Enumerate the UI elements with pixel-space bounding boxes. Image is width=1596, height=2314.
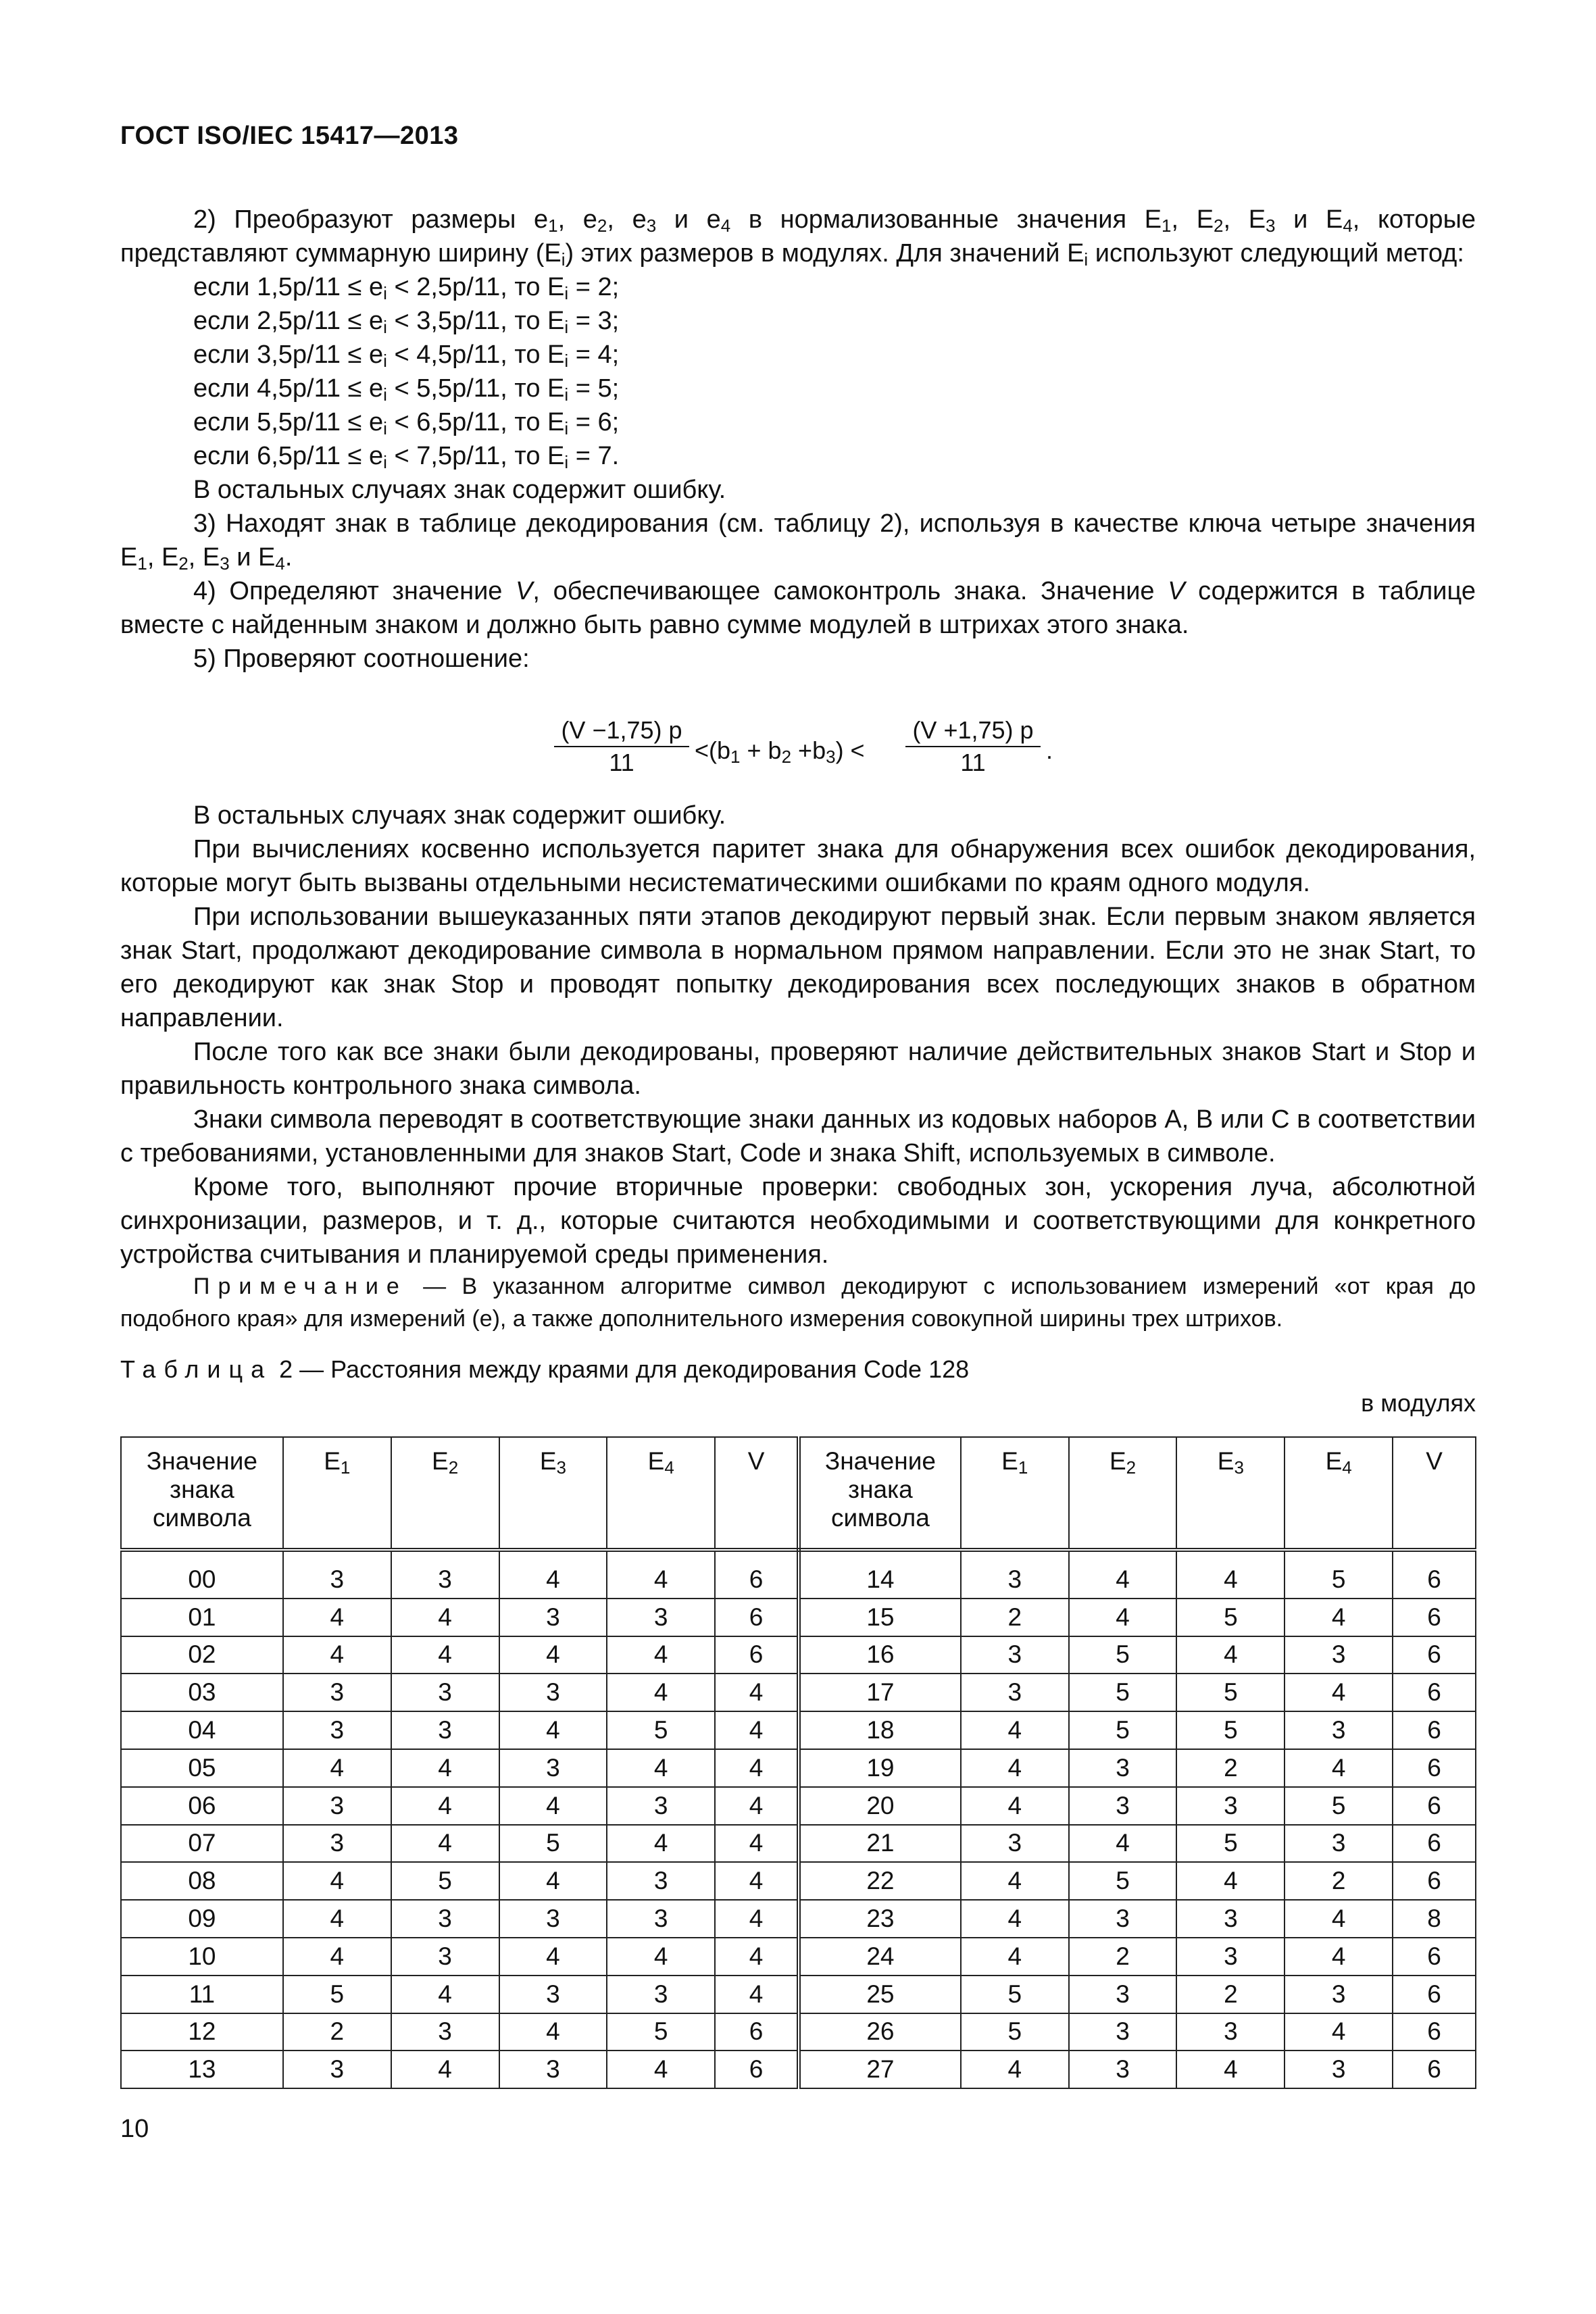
table-cell: 3 [283, 1787, 391, 1825]
table-row [121, 2051, 1476, 2088]
table-row [121, 1550, 1476, 1599]
note: Примечание — В указанном алгоритме символ декодируют с использованием измерений «от края до подобного края» для измерений (е), а также дополнительного измерения совокупной ширины трех штрихов. [120, 1274, 1476, 1332]
table-cell: 5 [1069, 1674, 1177, 1711]
table-cell: 06 [121, 1787, 283, 1825]
condition-line: если $3,5p/11 \le e_i < 4,5p/11$, то $E_i = 4$; [193, 341, 620, 371]
table-cell: 2 [1069, 1938, 1177, 1976]
table-cell: 3 [1176, 2013, 1285, 2051]
table-caption: Таблица 2 — Расстояния между краями для декодирования Code 128 [120, 1355, 970, 1383]
paragraph: При вычислениях косвенно используется паритет знака для обнаружения всех ошибок декодирования, которые могут быть вызваны отдельными несистематическими ошибками по краям одного модуля. [120, 835, 1476, 897]
table-cell: 4 [391, 2051, 499, 2088]
table-cell: 3 [391, 1674, 499, 1711]
table-cell: 5 [961, 1976, 1069, 2013]
table-cell: 23 [799, 1900, 961, 1938]
col-header-e4: $E_4$ [1285, 1437, 1393, 1550]
table-cell: 3 [1069, 1976, 1177, 2013]
table-row [121, 1900, 1476, 1938]
table-cell: 4 [1176, 1550, 1285, 1599]
table-cell: 4 [391, 1749, 499, 1787]
table-cell: 3 [1069, 2051, 1177, 2088]
table-cell: 3 [499, 1749, 607, 1787]
table-cell: 5 [1176, 1711, 1285, 1749]
table-row [121, 1674, 1476, 1711]
table-cell: 3 [1069, 1787, 1177, 1825]
table-cell: 19 [799, 1749, 961, 1787]
table-cell: 4 [283, 1862, 391, 1900]
table-cell: 18 [799, 1711, 961, 1749]
table-cell: 5 [391, 1862, 499, 1900]
table-cell: 26 [799, 2013, 961, 2051]
table-cell: 15 [799, 1599, 961, 1636]
col-header-e1: $E_1$ [283, 1437, 391, 1550]
left-fraction: (V −1,75) p 11 [554, 716, 689, 777]
table-cell: 6 [1393, 1862, 1476, 1900]
table-cell: 4 [283, 1900, 391, 1938]
table-cell: 3 [283, 1825, 391, 1863]
table-row [121, 1862, 1476, 1900]
table-row [121, 1636, 1476, 1674]
table-cell: 20 [799, 1787, 961, 1825]
table-cell: 3 [283, 1550, 391, 1599]
table-cell: 3 [499, 1599, 607, 1636]
table-cell: 6 [1393, 1711, 1476, 1749]
table-cell: 4 [961, 1938, 1069, 1976]
table-cell: 4 [1069, 1550, 1177, 1599]
table-cell: 4 [715, 1976, 799, 2013]
col-header-v: V [1393, 1437, 1476, 1550]
step-4-paragraph: 4) Определяют значение V, обеспечивающее самоконтроль знака. Значение V содержится в таблице вместе с найденным знаком и должно быть равно сумме модулей в штрихах этого знака. [120, 577, 1476, 639]
decoding-table [120, 1436, 1476, 2089]
table-cell: 6 [1393, 2051, 1476, 2088]
condition-line: если $1,5p/11 \le e_i < 2,5p/11$, то $E_i = 2$; [193, 273, 620, 303]
table-cell: 6 [1393, 1749, 1476, 1787]
col-header-e3: $E_3$ [1176, 1437, 1285, 1550]
table-cell: 6 [1393, 1976, 1476, 2013]
table-cell: 3 [607, 1976, 715, 2013]
table-cell: 3 [607, 1862, 715, 1900]
body-text-bottom [120, 799, 1476, 1272]
error-line: В остальных случаях знак содержит ошибку. [193, 476, 726, 504]
table-cell: 5 [1285, 1550, 1393, 1599]
table-cell: 6 [715, 1599, 799, 1636]
paragraph: Кроме того, выполняют прочие вторичные проверки: свободных зон, ускорения луча, абсолютной синхронизации, размеров, и т. д., которые считаются необходимыми и соответствующими для конкретного устройства считывания и планируемой среды применения. [120, 1173, 1476, 1269]
table-cell: 4 [1176, 2051, 1285, 2088]
table-cell: 5 [607, 2013, 715, 2051]
table-cell: 6 [715, 2013, 799, 2051]
table-cell: 17 [799, 1674, 961, 1711]
step-2-paragraph: 2) Преобразуют размеры $e_1$, $e_2$, $e_3$ и $e_4$ в нормализованные значения $E_1$, $E_2$, $E_3$ и $E_4$, которые представляют суммарную ширину $(E_i)$ этих размеров в модулях. Для значений $E_i$ используют следующий метод: [120, 205, 1476, 270]
table-units: в модулях [1361, 1389, 1476, 1417]
table-cell: 3 [961, 1550, 1069, 1599]
table-cell: 6 [715, 2051, 799, 2088]
table-cell: 4 [715, 1787, 799, 1825]
table-cell: 4 [499, 1636, 607, 1674]
table-cell: 4 [1069, 1825, 1177, 1863]
ratio-formula: (V −1,75) p 11 $<(b_1 + b_2 +b_3)$ < (V +1,75) p 11 . [554, 716, 1095, 797]
table-cell: 3 [961, 1674, 1069, 1711]
paragraph: После того как все знаки были декодированы, проверяют наличие действительных знаков Start и Stop и правильность контрольного знака символа. [120, 1038, 1476, 1100]
table-cell: 4 [499, 1938, 607, 1976]
table-cell: 5 [607, 1711, 715, 1749]
table-cell: 3 [1285, 2051, 1393, 2088]
table-cell: 4 [607, 1636, 715, 1674]
table-cell: 3 [391, 2013, 499, 2051]
table-cell: 6 [1393, 1550, 1476, 1599]
table-cell: 3 [1069, 1749, 1177, 1787]
table-header-row [121, 1437, 1476, 1550]
table-row [121, 1599, 1476, 1636]
table-cell: 4 [715, 1938, 799, 1976]
table-cell: 6 [1393, 1938, 1476, 1976]
table-cell: 5 [1176, 1825, 1285, 1863]
table-cell: 09 [121, 1900, 283, 1938]
table-cell: 3 [1285, 1825, 1393, 1863]
table-cell: 5 [1069, 1636, 1177, 1674]
condition-line: если $2,5p/11 \le e_i < 3,5p/11$, то $E_i = 3$; [193, 307, 620, 337]
table-cell: 3 [391, 1711, 499, 1749]
table-cell: 6 [1393, 2013, 1476, 2051]
table-cell: 4 [1285, 1938, 1393, 1976]
table-cell: 4 [1285, 2013, 1393, 2051]
table-cell: 4 [1285, 1674, 1393, 1711]
table-cell: 4 [961, 1900, 1069, 1938]
table-cell: 3 [1176, 1900, 1285, 1938]
table-cell: 2 [961, 1599, 1069, 1636]
table-cell: 3 [1069, 2013, 1177, 2051]
table-cell: 3 [1176, 1787, 1285, 1825]
table-cell: 4 [283, 1599, 391, 1636]
table-cell: 4 [961, 1711, 1069, 1749]
table-cell: 4 [391, 1599, 499, 1636]
condition-line: если $5,5p/11 \le e_i < 6,5p/11$, то $E_i = 6$; [193, 408, 620, 438]
table-cell: 4 [499, 1550, 607, 1599]
table-row [121, 1711, 1476, 1749]
col-header-e2: $E_2$ [391, 1437, 499, 1550]
table-cell: 4 [961, 2051, 1069, 2088]
table-cell: 6 [1393, 1599, 1476, 1636]
table-cell: 4 [607, 1550, 715, 1599]
table-row [121, 1976, 1476, 2013]
table-cell: 3 [391, 1900, 499, 1938]
table-cell: 5 [1285, 1787, 1393, 1825]
table-cell: 5 [1176, 1674, 1285, 1711]
table-cell: 4 [607, 1825, 715, 1863]
table-cell: 4 [715, 1749, 799, 1787]
table-body [121, 1550, 1476, 2088]
table-cell: 3 [1285, 1976, 1393, 2013]
col-header-e1: $E_1$ [961, 1437, 1069, 1550]
table-cell: 3 [391, 1550, 499, 1599]
step-5-paragraph: 5) Проверяют соотношение: [193, 645, 530, 673]
formula-middle: $<(b_1 + b_2 +b_3)$ < [695, 736, 865, 767]
table-cell: 08 [121, 1862, 283, 1900]
table-cell: 4 [283, 1636, 391, 1674]
table-cell: 03 [121, 1674, 283, 1711]
table-cell: 3 [1285, 1711, 1393, 1749]
table-cell: 3 [283, 1711, 391, 1749]
table-cell: 04 [121, 1711, 283, 1749]
table-cell: 2 [1176, 1749, 1285, 1787]
table-row [121, 1825, 1476, 1863]
right-fraction: (V +1,75) p 11 [905, 716, 1041, 777]
table-cell: 02 [121, 1636, 283, 1674]
table-cell: 4 [1285, 1599, 1393, 1636]
table-cell: 5 [1069, 1862, 1177, 1900]
table-cell: 4 [715, 1674, 799, 1711]
table-cell: 25 [799, 1976, 961, 2013]
table-cell: 6 [715, 1636, 799, 1674]
table-row [121, 1787, 1476, 1825]
table-cell: 4 [1176, 1862, 1285, 1900]
table-cell: 8 [1393, 1900, 1476, 1938]
table-cell: 10 [121, 1938, 283, 1976]
table-cell: 3 [1285, 1636, 1393, 1674]
table-cell: 14 [799, 1550, 961, 1599]
table-cell: 6 [1393, 1674, 1476, 1711]
table-cell: 4 [499, 1787, 607, 1825]
table-cell: 4 [607, 1749, 715, 1787]
paragraph: Знаки символа переводят в соответствующие знаки данных из кодовых наборов A, B или C в соответствии с требованиями, установленными для знаков Start, Code и знака Shift, используемых в символе. [120, 1105, 1476, 1167]
table-cell: 4 [499, 2013, 607, 2051]
table-cell: 3 [499, 1976, 607, 2013]
table-cell: 5 [283, 1976, 391, 2013]
table-cell: 5 [961, 2013, 1069, 2051]
table-cell: 4 [391, 1825, 499, 1863]
paragraph: При использовании вышеуказанных пяти этапов декодируют первый знак. Если первым знаком является знак Start, продолжают декодирование символа в нормальном прямом направлении. Если это не знак Start, то его декодируют как знак Stop и проводят попытку декодирования всех последующих знаков в обратном направлении. [120, 903, 1476, 1032]
table-cell: 3 [961, 1636, 1069, 1674]
body-text-top [120, 203, 1476, 676]
table-cell: 11 [121, 1976, 283, 2013]
table-cell: 3 [607, 1900, 715, 1938]
table-cell: 4 [715, 1900, 799, 1938]
table-cell: 4 [499, 1711, 607, 1749]
table-cell: 3 [607, 1599, 715, 1636]
table-cell: 21 [799, 1825, 961, 1863]
table-cell: 6 [715, 1550, 799, 1599]
table-row [121, 1938, 1476, 1976]
table-cell: 3 [391, 1938, 499, 1976]
table-cell: 6 [1393, 1787, 1476, 1825]
table-cell: 4 [607, 1938, 715, 1976]
table-cell: 5 [1069, 1711, 1177, 1749]
table-cell: 27 [799, 2051, 961, 2088]
page-number: 10 [120, 2115, 149, 2143]
table-cell: 3 [283, 2051, 391, 2088]
table-cell: 4 [961, 1749, 1069, 1787]
step-3-paragraph: 3) Находят знак в таблице декодирования (см. таблицу 2), используя в качестве ключа четыре значения $E_1$, $E_2$, $E_3$ и $E_4$. [120, 509, 1476, 574]
table-cell: 00 [121, 1550, 283, 1599]
table-cell: 4 [1176, 1636, 1285, 1674]
table-cell: 4 [715, 1711, 799, 1749]
table-cell: 2 [283, 2013, 391, 2051]
table-cell: 2 [1176, 1976, 1285, 2013]
condition-line: если $4,5p/11 \le e_i < 5,5p/11$, то $E_i = 5$; [193, 374, 620, 405]
table-cell: 13 [121, 2051, 283, 2088]
table-cell: 4 [391, 1636, 499, 1674]
document-header: ГОСТ ISO/IEC 15417—2013 [120, 122, 459, 150]
table-cell: 24 [799, 1938, 961, 1976]
table-cell: 6 [1393, 1636, 1476, 1674]
table-cell: 3 [1176, 1938, 1285, 1976]
table-cell: 4 [391, 1976, 499, 2013]
error-line-2: В остальных случаях знак содержит ошибку. [193, 801, 726, 830]
table-cell: 3 [499, 1900, 607, 1938]
table-cell: 12 [121, 2013, 283, 2051]
table-cell: 4 [961, 1787, 1069, 1825]
table-cell: 4 [1285, 1900, 1393, 1938]
table-cell: 4 [283, 1938, 391, 1976]
col-header-value: Значение знака символа [799, 1437, 961, 1550]
table-cell: 4 [607, 1674, 715, 1711]
table-row [121, 2013, 1476, 2051]
table-cell: 6 [1393, 1825, 1476, 1863]
table-cell: 05 [121, 1749, 283, 1787]
table-cell: 3 [283, 1674, 391, 1711]
table-cell: 4 [715, 1862, 799, 1900]
table-cell: 3 [961, 1825, 1069, 1863]
col-header-e4: $E_4$ [607, 1437, 715, 1550]
table-cell: 4 [1285, 1749, 1393, 1787]
col-header-value: Значение знака символа [121, 1437, 283, 1550]
table-cell: 4 [499, 1862, 607, 1900]
table-cell: 3 [607, 1787, 715, 1825]
table-cell: 07 [121, 1825, 283, 1863]
table-cell: 4 [283, 1749, 391, 1787]
table-cell: 4 [607, 2051, 715, 2088]
condition-line: если $6,5p/11 \le e_i < 7,5p/11$, то $E_i = 7$. [193, 442, 620, 472]
table-cell: 3 [499, 1674, 607, 1711]
table-cell: 01 [121, 1599, 283, 1636]
table-cell: 16 [799, 1636, 961, 1674]
table-cell: 5 [1176, 1599, 1285, 1636]
col-header-e2: $E_2$ [1069, 1437, 1177, 1550]
table-cell: 4 [391, 1787, 499, 1825]
table-cell: 2 [1285, 1862, 1393, 1900]
table-cell: 4 [715, 1825, 799, 1863]
table-cell: 22 [799, 1862, 961, 1900]
table-cell: 4 [961, 1862, 1069, 1900]
table-cell: 5 [499, 1825, 607, 1863]
note-label: Примечание [193, 1274, 407, 1299]
table-cell: 3 [1069, 1900, 1177, 1938]
table-cell: 3 [499, 2051, 607, 2088]
table-cell: 4 [1069, 1599, 1177, 1636]
table-row [121, 1749, 1476, 1787]
col-header-v: V [715, 1437, 799, 1550]
col-header-e3: $E_3$ [499, 1437, 607, 1550]
